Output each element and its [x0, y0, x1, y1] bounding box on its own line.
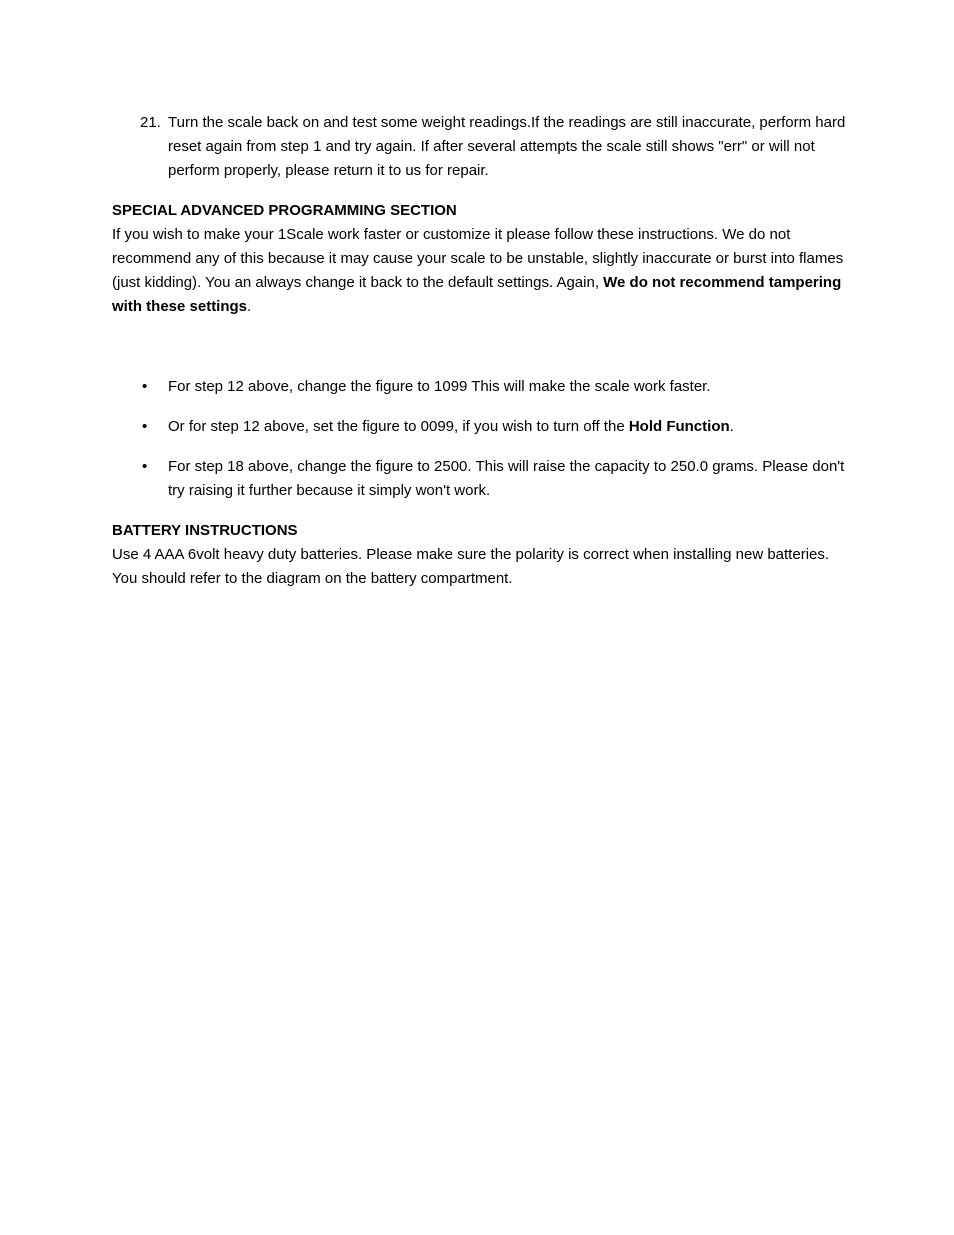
battery-instructions-heading: BATTERY INSTRUCTIONS [112, 522, 298, 539]
bullet-text [168, 418, 734, 435]
bullet-icon: • [142, 458, 148, 475]
step-text: Turn the scale back on and test some weight readings.If the readings are still inaccurate, perform hard reset again from step 1 and try again. If after several attempts the scale still shows "err" or will not perform properly, please return it to us for repair. [168, 114, 846, 179]
advanced-programming-paragraph [112, 223, 847, 319]
numbered-step-21 [112, 111, 847, 183]
advanced-body-end: . [247, 298, 252, 315]
advanced-warning-bold: We do not recommend tampering with these settings [112, 274, 842, 315]
bullet-text: For step 12 above, change the figure to 1099 This will make the scale work faster. [168, 378, 711, 395]
document-page [112, 111, 847, 591]
bullet-text-end: . [729, 418, 734, 435]
list-item [112, 415, 847, 439]
list-item [112, 375, 847, 399]
hold-function-bold: Hold Function [628, 418, 730, 435]
bullet-icon: • [142, 378, 148, 395]
step-number: 21. [140, 114, 161, 131]
settings-bullet-list [112, 375, 847, 503]
list-item [112, 455, 847, 503]
bullet-icon: • [142, 418, 148, 435]
bullet-text-plain: Or for step 12 above, set the figure to 0099, if you wish to turn off the [168, 418, 629, 435]
advanced-body-text: If you wish to make your 1Scale work faster or customize it please follow these instructions. We do not recommend any of this because it may cause your scale to be unstable, slightly inaccurate or burst into flames (just kidding). You an always change it back to the default settings. Again, [112, 226, 844, 291]
advanced-programming-heading: SPECIAL ADVANCED PROGRAMMING SECTION [112, 202, 457, 219]
bullet-text: For step 18 above, change the figure to 2500. This will raise the capacity to 250.0 grams. Please don't try raising it further because it simply won't work. [168, 458, 845, 499]
battery-instructions-paragraph: Use 4 AAA 6volt heavy duty batteries. Please make sure the polarity is correct when installing new batteries. You should refer to the diagram on the battery compartment. [112, 546, 830, 587]
section-spacer [112, 319, 847, 375]
